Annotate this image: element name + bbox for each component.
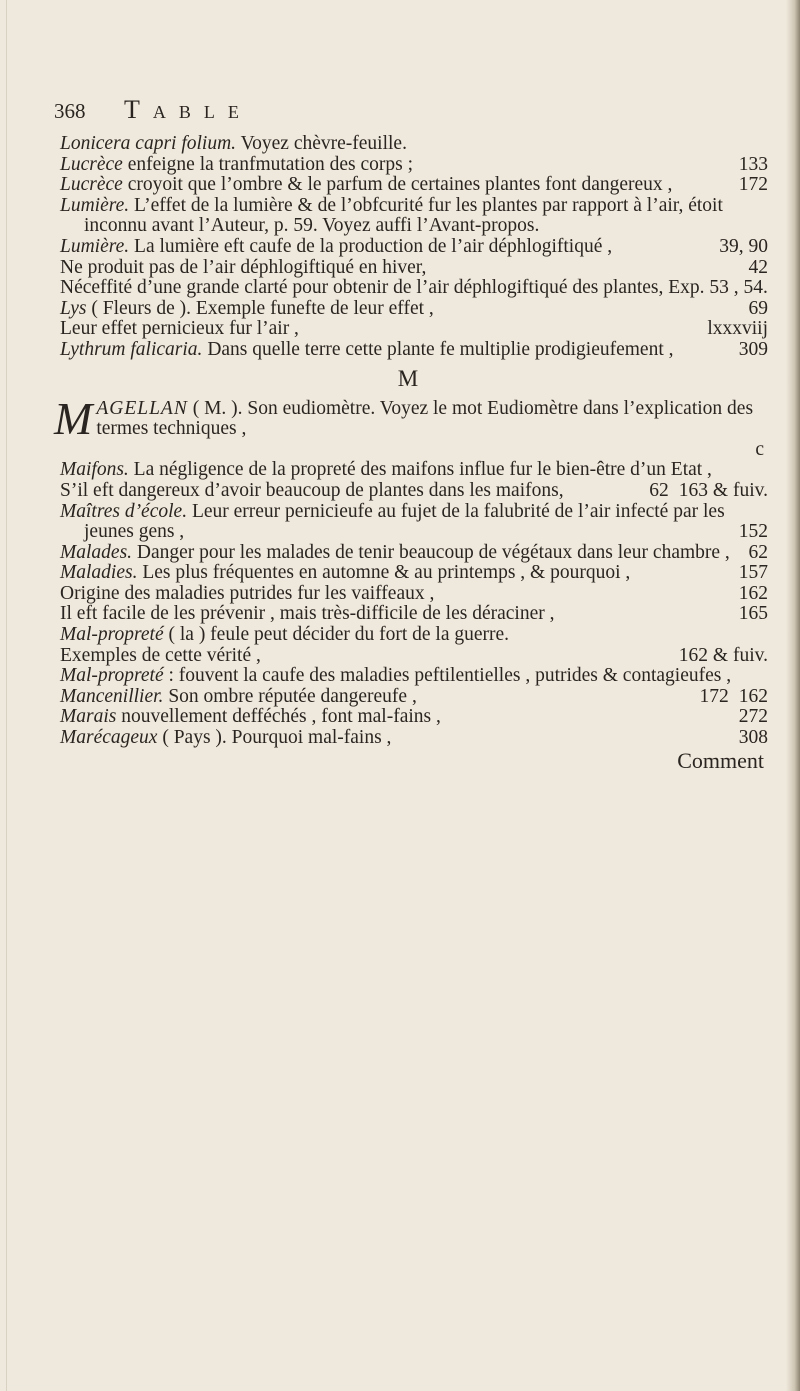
index-subentry: Néceffité d’une grande clarté pour obtenir de l’air déphlogiftiqué des plantes, Exp. 53 , 54. (60, 277, 768, 299)
index-entry: Lumière. La lumière eft caufe de la production de l’air déphlogiftiqué , 39, 90 (60, 235, 768, 257)
binding-margin-line (6, 0, 7, 1391)
index-entry: 69 Lys ( Fleurs de ). Exemple funefte de leur effet , (60, 297, 768, 319)
index-entry: 272 Marais nouvellement defféchés , font mal-fains , (60, 706, 768, 728)
index-entry: Maifons. La négligence de la propreté des maifons influe fur le bien-être d’un Etat , 163 & fuiv. (60, 459, 768, 501)
index-subentry: Il eft facile de les prévenir , mais très-difficile de les déraciner , 165 (60, 603, 768, 625)
running-header (48, 95, 768, 130)
index-entry: Mal-propreté : fouvent la caufe des maladies peftilentielles , putrides & contagieufes , 162 (60, 665, 768, 707)
catchword: Comment (677, 747, 764, 773)
index-subentry: 42 Ne produit pas de l’air déphlogiftiqué en hiver, (60, 256, 768, 278)
index-subentry: 162 Origine des maladies putrides fur les vaiffeaux , (60, 582, 768, 604)
index-entry: Lumière. L’effet de la lumière & de l’obfcurité fur les plantes par rapport à l’air, étoit inconnu avant l’Auteur, p. 59. Voyez auffi l’Avant-propos. (60, 194, 723, 237)
magellan-entry: M AGELLAN ( M. ). Son eudiomètre. Voyez le mot Eudiomètre dans l’explication des termes techniques , (54, 392, 754, 444)
running-title: Table (124, 95, 252, 124)
index-subentry: 162 & fuiv. Exemples de cette vérité , (60, 644, 768, 666)
index-entry: Maîtres d’école. Leur erreur pernicieufe au fujet de la falubrité de l’air infecté par les jeunes gens , 152 (60, 500, 768, 543)
page-edge-shadow (786, 0, 800, 1391)
drop-cap: M (54, 392, 93, 444)
index-entry: 172 Mancenillier. Son ombre réputée dangereufe , (60, 685, 729, 707)
index-entry: Lonicera capri folium. Voyez chèvre-feuille. (60, 133, 407, 154)
entry-trailing-mark: c (755, 438, 764, 460)
index-entry: Malades. Danger pour les malades de tenir beaucoup de végétaux dans leur chambre , 62 (60, 541, 768, 563)
index-subentry: S’il eft dangereux d’avoir beaucoup de plantes dans les maifons, 62 (60, 479, 669, 501)
index-subentry: lxxxviij Leur effet pernicieux fur l’air , (60, 318, 768, 340)
index-entry: 308 Marécageux ( Pays ). Pourquoi mal-fains , (60, 727, 768, 749)
index-entry: 133 Lucrèce enfeigne la tranfmutation des corps ; (60, 153, 768, 175)
page-number: 368 (54, 99, 86, 123)
entry-head: AGELLAN (96, 397, 188, 419)
index-page (48, 95, 768, 773)
index-entry: Maladies. Les plus fréquentes en automne & au printemps , & pourquoi , 157 (60, 562, 768, 584)
index-entry: Mal-propreté ( la ) feule peut décider du fort de la guerre. (60, 624, 510, 646)
section-letter-heading: M (397, 365, 419, 391)
index-entry: Lythrum falicaria. Dans quelle terre cette plante fe multiplie prodigieufement , 309 (60, 338, 768, 360)
index-entry: Lucrèce croyoit que l’ombre & le parfum de certaines plantes font dangereux , 172 (60, 174, 768, 196)
